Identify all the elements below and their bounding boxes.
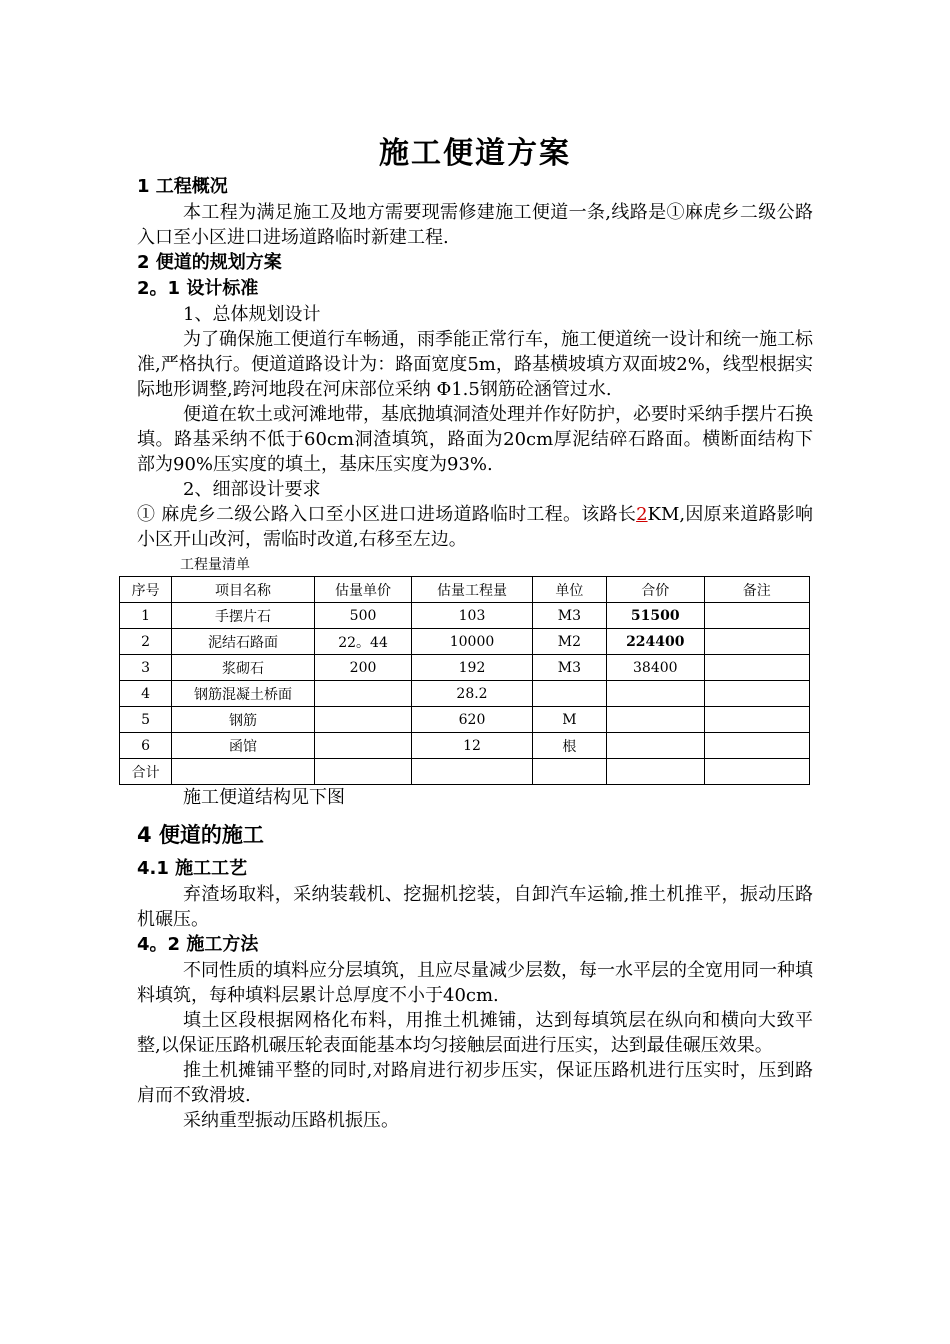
- table-row: [120, 603, 810, 629]
- table-cell: 12: [412, 733, 533, 759]
- table-cell: [532, 759, 606, 785]
- item-2-label: 2、细部设计要求: [183, 479, 321, 500]
- table-total-row: [120, 759, 810, 785]
- table-cell: [172, 759, 315, 785]
- table-cell: [314, 681, 411, 707]
- table-cell: [314, 759, 411, 785]
- item-1-label: 1、总体规划设计: [183, 304, 321, 325]
- section-1-heading: 1 工程概况: [137, 176, 228, 197]
- table-cell: 钢筋混凝土桥面: [172, 681, 315, 707]
- table-cell: [607, 707, 704, 733]
- table-cell: 3: [120, 655, 172, 681]
- table-cell: 浆砌石: [172, 655, 315, 681]
- table-cell: 函馆: [172, 733, 315, 759]
- table-header-cell: 合价: [607, 577, 704, 603]
- table-cell: 28.2: [412, 681, 533, 707]
- table-cell: 38400: [607, 655, 704, 681]
- table-cell: 泥结石路面: [172, 629, 315, 655]
- table-total-label: 合计: [120, 759, 172, 785]
- table-caption: 工程量清单: [180, 557, 250, 573]
- section-4-2-heading: 4。2 施工方法: [137, 934, 259, 955]
- table-header-cell: 估量工程量: [412, 577, 533, 603]
- table-cell: 103: [412, 603, 533, 629]
- road-length-value: 2: [636, 504, 648, 525]
- design-paragraph-3: [137, 502, 813, 552]
- table-cell: [704, 681, 810, 707]
- table-row: [120, 707, 810, 733]
- method-paragraph-4: 采纳重型振动压路机振压。: [183, 1110, 399, 1131]
- table-row: [120, 655, 810, 681]
- table-cell: [704, 629, 810, 655]
- table-cell: 51500: [607, 603, 704, 629]
- method-paragraph-1: 不同性质的填料应分层填筑，且应尽量减少层数，每一水平层的全宽用同一种填料填筑，每种填料层累计总厚度不小于40cm.: [137, 960, 813, 1006]
- document-body: [131, 174, 813, 1133]
- table-cell: 192: [412, 655, 533, 681]
- section-4-1-heading: 4.1 施工工艺: [137, 858, 248, 879]
- table-cell: [314, 733, 411, 759]
- table-cell: [607, 733, 704, 759]
- table-cell: [704, 655, 810, 681]
- table-cell: 4: [120, 681, 172, 707]
- table-cell: [704, 733, 810, 759]
- table-cell: 22。44: [314, 629, 411, 655]
- section-4-heading: 4 便道的施工: [137, 823, 264, 847]
- table-cell: [704, 707, 810, 733]
- table-row: [120, 629, 810, 655]
- method-paragraph-2: 填土区段根据网格化布料，用推土机摊铺，达到每填筑层在纵向和横向大致平整,以保证压路机碾压轮表面能基本均匀接触层面进行压实，达到最佳碾压效果。: [137, 1010, 813, 1056]
- table-cell: 10000: [412, 629, 533, 655]
- table-cell: 200: [314, 655, 411, 681]
- table-cell: 500: [314, 603, 411, 629]
- table-cell: M3: [532, 655, 606, 681]
- section-4-1-paragraph: 弃渣场取料，采纳装载机、挖掘机挖装，自卸汽车运输,推土机推平，振动压路机碾压。: [137, 884, 813, 930]
- table-cell: 根: [532, 733, 606, 759]
- table-cell: M3: [532, 603, 606, 629]
- document-title: 施工便道方案: [379, 136, 571, 171]
- section-2-heading: 2 便道的规划方案: [137, 252, 282, 273]
- table-cell: [314, 707, 411, 733]
- design-paragraph-3-b: KM,因原来道路影响小区开山改河，需临时改道,右移至左边。: [137, 504, 813, 550]
- table-cell: [704, 759, 810, 785]
- table-header-cell: 序号: [120, 577, 172, 603]
- table-cell: [704, 603, 810, 629]
- table-cell: [412, 759, 533, 785]
- table-cell: M2: [532, 629, 606, 655]
- table-header-cell: 估量单价: [314, 577, 411, 603]
- table-cell: 1: [120, 603, 172, 629]
- method-paragraph-3: 推土机摊铺平整的同时,对路肩进行初步压实，保证压路机进行压实时，压到路肩而不致滑坡.: [137, 1060, 813, 1106]
- table-header-cell: 项目名称: [172, 577, 315, 603]
- table-cell: [607, 681, 704, 707]
- table-cell: 2: [120, 629, 172, 655]
- table-cell: 6: [120, 733, 172, 759]
- table-header-cell: 备注: [704, 577, 810, 603]
- quantity-table: [119, 576, 810, 785]
- table-row: [120, 681, 810, 707]
- table-cell: 钢筋: [172, 707, 315, 733]
- table-cell: M: [532, 707, 606, 733]
- design-paragraph-2: 便道在软土或河滩地带，基底抛填洞渣处理并作好防护，必要时采纳手摆片石换填。路基采纳不低于60cm洞渣填筑，路面为20cm厚泥结碎石路面。横断面结构下部为90%压实度的填土，基床压实度为93%.: [137, 404, 813, 475]
- section-1-paragraph: 本工程为满足施工及地方需要现需修建施工便道一条,线路是①麻虎乡二级公路入口至小区进口进场道路临时新建工程.: [137, 202, 813, 248]
- table-cell: 手摆片石: [172, 603, 315, 629]
- table-header-cell: 单位: [532, 577, 606, 603]
- design-paragraph-1: 为了确保施工便道行车畅通，雨季能正常行车，施工便道统一设计和统一施工标准,严格执行。便道道路设计为：路面宽度5m，路基横坡填方双面坡2%，线型根据实际地形调整,跨河地段在河床部位采纳 Φ1.5钢筋砼涵管过水.: [137, 329, 813, 400]
- table-cell: [607, 759, 704, 785]
- section-2-1-heading: 2。1 设计标准: [137, 278, 259, 299]
- table-row: [120, 733, 810, 759]
- structure-note: 施工便道结构见下图: [183, 787, 345, 808]
- table-header-row: [120, 577, 810, 603]
- design-paragraph-3-a: ① 麻虎乡二级公路入口至小区进口进场道路临时工程。该路长: [137, 504, 637, 525]
- table-cell: 224400: [607, 629, 704, 655]
- table-cell: 620: [412, 707, 533, 733]
- table-cell: 5: [120, 707, 172, 733]
- table-cell: [532, 681, 606, 707]
